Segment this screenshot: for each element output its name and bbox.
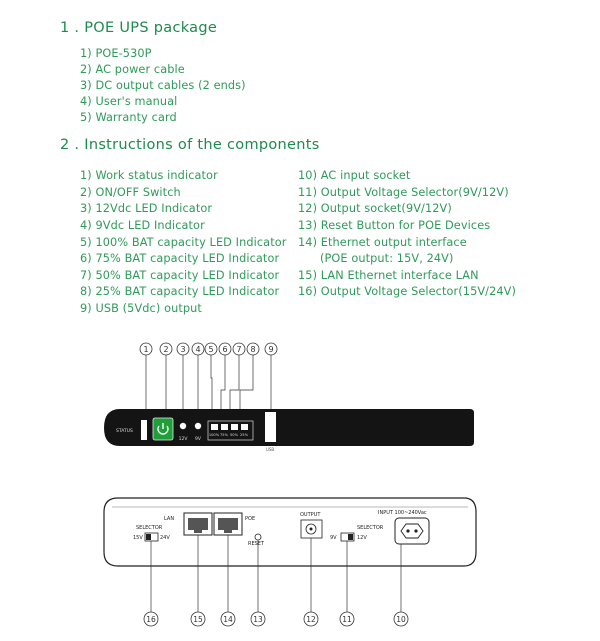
component-item: 14) Ethernet output interface (298, 236, 467, 249)
led-100 (211, 424, 218, 430)
label-50: 50% (230, 433, 238, 437)
output-label: OUTPUT (300, 512, 321, 518)
callout-14-label: 14 (223, 615, 233, 624)
callout-11-label: 11 (342, 615, 352, 624)
label-12v: 12V (178, 437, 188, 442)
package-item: 4) User's manual (80, 95, 178, 108)
component-item: 10) AC input socket (298, 169, 411, 182)
component-item-note: (POE output: 15V, 24V) (320, 252, 454, 265)
reset-label: RESET (248, 541, 265, 547)
component-item: 4) 9Vdc LED Indicator (80, 219, 205, 232)
reset-button[interactable] (255, 534, 261, 540)
callout-13-label: 13 (253, 615, 263, 624)
callout-12-label: 12 (306, 615, 316, 624)
callout-7-label: 7 (236, 345, 242, 354)
usb-label: USB (265, 447, 275, 452)
led-75 (221, 424, 228, 430)
label-9v: 9V (195, 437, 201, 442)
component-item: 12) Output socket(9V/12V) (298, 202, 452, 215)
section-2-title: 2 . Instructions of the components (60, 137, 320, 153)
component-item: 13) Reset Button for POE Devices (298, 219, 491, 232)
component-item: 7) 50% BAT capacity LED Indicator (80, 269, 280, 282)
poe-label: POE (245, 516, 256, 522)
selector-label: SELECTOR (136, 525, 163, 531)
callout-9-label: 9 (268, 345, 274, 354)
label-75: 75% (220, 433, 228, 437)
v9-label: 9V (330, 535, 337, 541)
callout-5-label: 5 (208, 345, 214, 354)
led-12v (180, 423, 186, 429)
back-callouts (144, 612, 408, 626)
callout-6-label: 6 (222, 345, 228, 354)
v24-label: 24V (160, 535, 170, 541)
callout-15-label: 15 (193, 615, 203, 624)
component-item: 6) 75% BAT capacity LED Indicator (80, 252, 280, 265)
component-item: 1) Work status indicator (80, 169, 218, 182)
component-item: 5) 100% BAT capacity LED Indicator (80, 236, 287, 249)
package-item: 2) AC power cable (80, 63, 185, 76)
status-label: STATUS (116, 429, 133, 434)
led-50 (231, 424, 238, 430)
callout-8-label: 8 (250, 345, 256, 354)
led-25 (241, 424, 248, 430)
component-item: 15) LAN Ethernet interface LAN (298, 269, 479, 282)
status-indicator (141, 420, 147, 440)
component-item: 2) ON/OFF Switch (80, 186, 181, 199)
callout-10-label: 10 (396, 615, 406, 624)
package-item: 1) POE-530P (80, 47, 152, 60)
callout-2-label: 2 (163, 345, 169, 354)
input-label: INPUT 100~240Vac (378, 510, 427, 516)
label-25: 25% (240, 433, 248, 437)
component-item: 8) 25% BAT capacity LED Indicator (80, 285, 280, 298)
usb-port[interactable] (265, 412, 276, 442)
component-item: 9) USB (5Vdc) output (80, 302, 202, 315)
package-item: 5) Warranty card (80, 111, 177, 124)
component-item: 16) Output Voltage Selector(15V/24V) (298, 285, 517, 298)
callout-16-label: 16 (146, 615, 156, 624)
component-item: 3) 12Vdc LED Indicator (80, 202, 213, 215)
component-item: 11) Output Voltage Selector(9V/12V) (298, 186, 509, 199)
selector2-label: SELECTOR (357, 525, 384, 531)
lan-label: LAN (164, 516, 175, 522)
callout-4-label: 4 (195, 345, 201, 354)
label-100: 100% (208, 433, 220, 437)
v15-label: 15V (133, 535, 143, 541)
callout-3-label: 3 (180, 345, 186, 354)
callout-1-label: 1 (143, 345, 149, 354)
led-9v (195, 423, 201, 429)
section-1-title: 1 . POE UPS package (60, 20, 218, 36)
package-item: 3) DC output cables (2 ends) (80, 79, 246, 92)
v12-label: 12V (357, 535, 367, 541)
